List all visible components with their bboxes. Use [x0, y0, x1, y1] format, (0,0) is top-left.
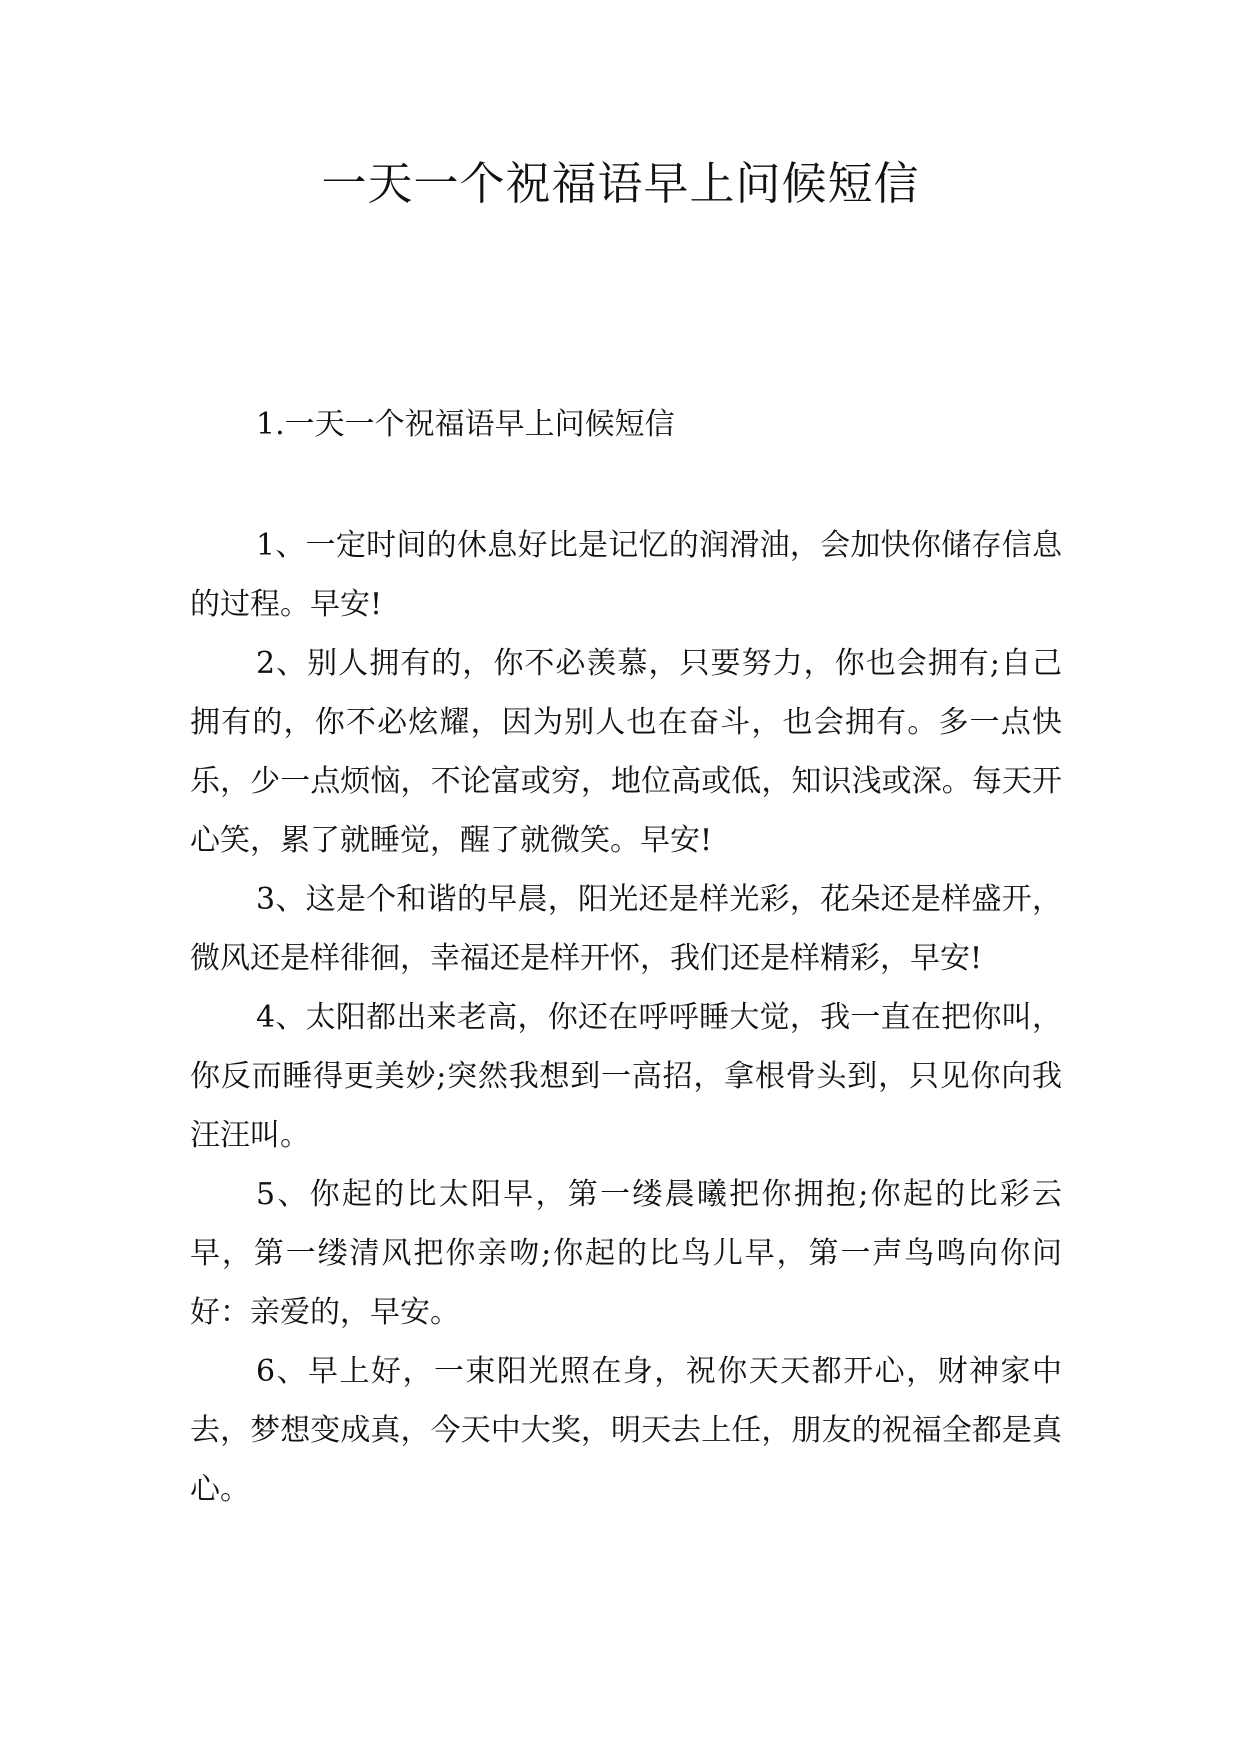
paragraph-3: 3、这是个和谐的早晨，阳光还是样光彩，花朵还是样盛开，微风还是样徘徊，幸福还是样开怀，我们还是样精彩，早安! — [190, 882, 1062, 976]
paragraph-5: 5、你起的比太阳早，第一缕晨曦把你拥抱;你起的比彩云早，第一缕清风把你亲吻;你起的比鸟儿早，第一声鸟鸣向你问好：亲爱的，早安。 — [190, 1177, 1062, 1330]
section-heading: 1.一天一个祝福语早上问候短信 — [256, 407, 675, 442]
paragraph-2: 2、别人拥有的，你不必羡慕，只要努力，你也会拥有;自己拥有的，你不必炫耀，因为别人也在奋斗，也会拥有。多一点快乐，少一点烦恼，不论富或穷，地位高或低，知识浅或深。每天开心笑，累了就睡觉，醒了就微笑。早安! — [190, 646, 1062, 858]
paragraph-1: 1、一定时间的休息好比是记忆的润滑油，会加快你储存信息的过程。早安! — [190, 528, 1062, 622]
paragraph-6: 6、早上好，一束阳光照在身，祝你天天都开心，财神家中去，梦想变成真，今天中大奖，明天去上任，朋友的祝福全都是真心。 — [190, 1354, 1062, 1507]
document-title: 一天一个祝福语早上问候短信 — [321, 157, 920, 210]
document-body — [190, 516, 1062, 1519]
paragraph-4: 4、太阳都出来老高，你还在呼呼睡大觉，我一直在把你叫，你反而睡得更美妙;突然我想到一高招，拿根骨头到，只见你向我汪汪叫。 — [190, 1000, 1062, 1153]
